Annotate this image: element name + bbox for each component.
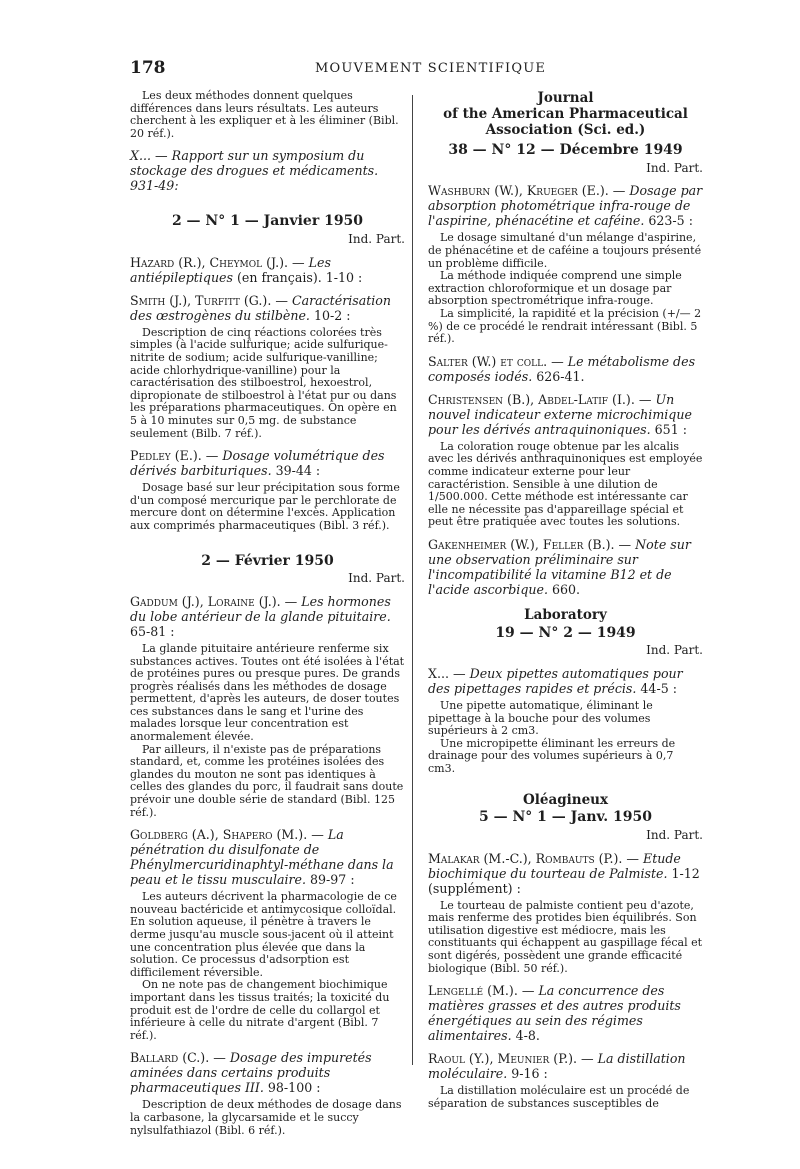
abstract-text: La glande pituitaire antérieure renferme six substances actives. Toutes ont été isolées à l'état de protéines pures ou presque pures. De grands progrès réalisés dans les méthodes de dosage permettent, d'après les auteurs, de doser toutes ces substances dans le sang et l'urine des malades lorsque leur concentration est anormalement élevée. [130, 641, 405, 744]
entry-lengelle [428, 983, 703, 1043]
ind-part-label: Ind. Part. [646, 827, 703, 842]
left-column [130, 90, 405, 1137]
entry-author: Smith (J.), Turfitt (G.). — [130, 292, 288, 308]
entry-title: Deux pipettes automatiques pour des pipettages rapides et précis. [428, 666, 683, 697]
entry-title: Etude biochimique du tourteau de Palmiste. [428, 850, 681, 881]
ind-part-label: Ind. Part. [348, 571, 405, 586]
entry-pedley [130, 448, 405, 478]
issue-heading-laboratory: 19 — N° 2 — 1949 [495, 624, 636, 641]
entry-author: Pedley (E.). — [130, 448, 219, 464]
entry-title: Dosage des impuretés aminées dans certains produits pharmaceutiques III. [130, 1050, 372, 1096]
entry-title: Le métabolisme des composés iodés. [428, 353, 696, 384]
entry-pages: 9-16 : [511, 1066, 548, 1082]
abstract-text: La coloration rouge obtenue par les alcalis avec les dérivés anthraquinoniques est employée comme indicateur externe pour leur caractéristion. Sensible à une dilution de 1/500.000. Cette méthode est intéressante car elle ne nécessite pas d'appareillage spécial et peut être pratiquée avec toutes les solutions. [428, 439, 703, 529]
entry-title: Caractérisation des œstrogènes du stilbène. [130, 292, 391, 323]
section-heading-laboratory: Laboratory [524, 606, 607, 623]
section-heading-oleagineux: Oléagineux [522, 791, 609, 808]
abstract-goldberg [130, 891, 405, 1042]
right-column [428, 90, 703, 1110]
journal-title [428, 90, 703, 138]
abstract-text: Description de deux méthodes de dosage dans la carbasone, la glycarsamide et le succy nylsulfathiazol (Bibl. 6 réf.). [130, 1098, 402, 1137]
page-header [130, 58, 690, 82]
entry-christensen [428, 392, 703, 437]
issue-heading-decembre: 38 — N° 12 — Décembre 1949 [448, 142, 683, 158]
abstract-text: Description de cinq réactions colorées très simples (à l'acide sulfurique; acide sulfurique-nitrite de sodium; acide sulfurique-vanilline; acide chlorhydrique-vanilline) pour la caractérisation des stilboestrol, hexoestrol, dipropionate de stilboestrol à l'état pur ou dans les préparations pharmaceutiques. On opère en 5 à 10 minutes sur 0,5 mg. de substance seulement (Bilb. 7 réf.). [130, 325, 397, 440]
entry-washburn [428, 183, 703, 228]
running-head: MOUVEMENT SCIENTIFIQUE [315, 61, 547, 76]
abstract-text: Une micropipette éliminant les erreurs de drainage pour des volumes supérieurs à 0,7 cm3. [428, 736, 676, 775]
entry-title: La concurrence des matières grasses et des autres produits énergétiques au sein des régimes alimentaires. [428, 983, 681, 1044]
journal-title-line: Journal [537, 90, 594, 106]
abstract-text: Les auteurs décrivent la pharmacologie de ce nouveau bactéricide et antimycosique colloïdal. En solution aqueuse, il pénètre à travers le derme jusqu'au muscle sous-jacent où il atteint une concentration plus élevée que dans la solution. Ce processus d'adsorption est difficilement réversible. [130, 890, 397, 979]
entry-pages: 44-5 : [640, 681, 677, 697]
entry-author: Christensen (B.), Abdel-Latif (I.). — [428, 391, 652, 407]
entry-pipettes [428, 666, 703, 696]
entry-title: Les antiépileptiques [130, 254, 331, 285]
entry-salter [428, 354, 703, 384]
abstract-text: Le dosage simultané d'un mélange d'aspirine, de phénacétine et de caféine a toujours présenté un problème difficile. [428, 231, 702, 270]
abstract-text: Le tourteau de palmiste contient peu d'azote, mais renferme des protides bien équilibrés. Son utilisation digestive est médiocre, mais les constituants qui échappent au gaspillage fécal et sont digérés, possèdent une grande efficacité biologique (Bibl. 50 réf.). [428, 898, 703, 975]
abstract-raoul [428, 1085, 703, 1110]
abstract-text: On ne note pas de changement biochimique important dans les tissus traités; la toxicité du produit est de l'ordre de celle du collargol et inférieure à celle du nitrate d'argent (Bibl. 7 réf.). [130, 978, 390, 1042]
journal-title-line: of the American Pharmaceutical [443, 106, 688, 122]
entry-raoul [428, 1051, 703, 1081]
entry-author: Ballard (C.). — [130, 1050, 226, 1066]
abstract-pedley [130, 482, 405, 532]
entry-title: La distillation moléculaire. [428, 1051, 686, 1082]
entry-author: Washburn (W.), Krueger (E.). — [428, 183, 626, 199]
entry-author: Gaddum (J.), Loraine (J.). — [130, 593, 298, 609]
entry-title: La pénétration du disulfonate de Phénylmercuridinaphtyl-méthane dans la peau et le tissu musculaire. [130, 827, 394, 888]
entry-author: Malakar (M.-C.), Rombauts (P.). — [428, 850, 639, 866]
abstract-christensen [428, 441, 703, 529]
entry-author: Lengellé (M.). — [428, 983, 535, 999]
entry-smith [130, 293, 405, 323]
entry-author: Salter (W.) et coll. — [428, 353, 564, 369]
entry-goldberg [130, 827, 405, 887]
entry-pages: 4-8. [515, 1028, 540, 1044]
entry-ballard [130, 1050, 405, 1095]
entry-gaddum [130, 594, 405, 639]
abstract-washburn [428, 232, 703, 345]
entry-pages: 89-97 : [310, 872, 355, 888]
entry-title: Dosage par absorption photométrique infra-rouge de l'aspirine, phénacétine et caféine. [428, 183, 703, 229]
abstract-ballard [130, 1099, 405, 1137]
abstract-gaddum [130, 643, 405, 819]
entry-pages: 623-5 : [648, 213, 693, 229]
page-number: 178 [130, 58, 166, 78]
entry-pages: 10-2 : [313, 307, 351, 323]
entry-pages: 39-44 : [275, 463, 321, 479]
entry-pages: (en français). 1-10 : [237, 269, 363, 285]
entry-pages: 651 : [654, 421, 687, 437]
column-divider [412, 95, 413, 1065]
entry-hazard [130, 255, 405, 285]
issue-heading-fevrier: 2 — Février 1950 [201, 552, 334, 569]
entry-author: Goldberg (A.), Shapero (M.). — [130, 827, 324, 843]
entry-title: Note sur une observation préliminaire sur l'incompatibilité la vitamine B12 et de l'acide ascorbique. [428, 536, 691, 597]
ind-part-label: Ind. Part. [348, 232, 405, 247]
issue-heading-janvier: 2 — N° 1 — Janvier 1950 [171, 213, 364, 230]
entry-title: Les hormones du lobe antérieur de la glande pituitaire. [130, 593, 391, 624]
entry-pages: 98-100 : [267, 1080, 321, 1096]
entry-title: Dosage volumétrique des dérivés barbituriques. [130, 448, 385, 479]
abstract-smith [130, 327, 405, 440]
entry-gakenheimer [428, 537, 703, 597]
abstract-text: Par ailleurs, il n'existe pas de préparations standard, et, comme les protéines isolées des glandes du mouton ne sont pas identiques à celles des glandes du porc, il faudrait sans doute prévoir une double série de standard (Bibl. 125 réf.). [130, 742, 404, 819]
issue-heading-oleagineux: 5 — N° 1 — Janv. 1950 [479, 809, 652, 826]
entry-x-symposium: X... — Rapport sur un symposium du stockage des drogues et médicaments. 931-49: [130, 148, 379, 194]
ind-part-label: Ind. Part. [646, 643, 703, 658]
abstract-text: La distillation moléculaire est un procédé de séparation de substances susceptibles de [428, 1084, 690, 1110]
abstract-malakar [428, 900, 703, 976]
intro-paragraph: Les deux méthodes donnent quelques différences dans leurs résultats. Les auteurs cherchent à les expliquer et à les éliminer (Bibl. 20 réf.). [130, 89, 399, 140]
abstract-pipettes [428, 700, 703, 776]
entry-author: Hazard (R.), Cheymol (J.). — [130, 254, 305, 270]
entry-pages: 660. [551, 581, 581, 597]
entry-pages: 1-12 (supplément) : [428, 865, 700, 896]
entry-pages: 65-81 : [130, 623, 175, 639]
abstract-text: Dosage basé sur leur précipitation sous forme d'un composé mercurique par le perchlorate de mercure dont on détermine l'excès. Application aux comprimés pharmaceutiques (Bibl. 3 réf.). [130, 481, 400, 532]
abstract-text: La méthode indiquée comprend une simple extraction chloroformique et un dosage par absorption spectrométrique infra-rouge. [428, 269, 682, 308]
entry-author: X... — [428, 666, 466, 682]
entry-malakar [428, 851, 703, 896]
entry-pages: 626-41. [536, 368, 585, 384]
entry-author: Raoul (Y.), Meunier (P.). — [428, 1051, 594, 1067]
entry-author: Gakenheimer (W.), Feller (B.). — [428, 536, 632, 552]
ind-part-label: Ind. Part. [646, 160, 703, 175]
entry-title: Un nouvel indicateur externe microchimique pour les dérivés antraquinoniques. [428, 391, 692, 437]
abstract-text: La simplicité, la rapidité et la précision (+/— 2 %) de ce procédé le rendrait intéressant (Bibl. 5 réf.). [428, 306, 702, 346]
journal-title-line: Association (Sci. ed.) [485, 122, 646, 138]
abstract-text: Une pipette automatique, éliminant le pipettage à la bouche pour des volumes supérieurs à 2 cm3. [428, 699, 653, 738]
